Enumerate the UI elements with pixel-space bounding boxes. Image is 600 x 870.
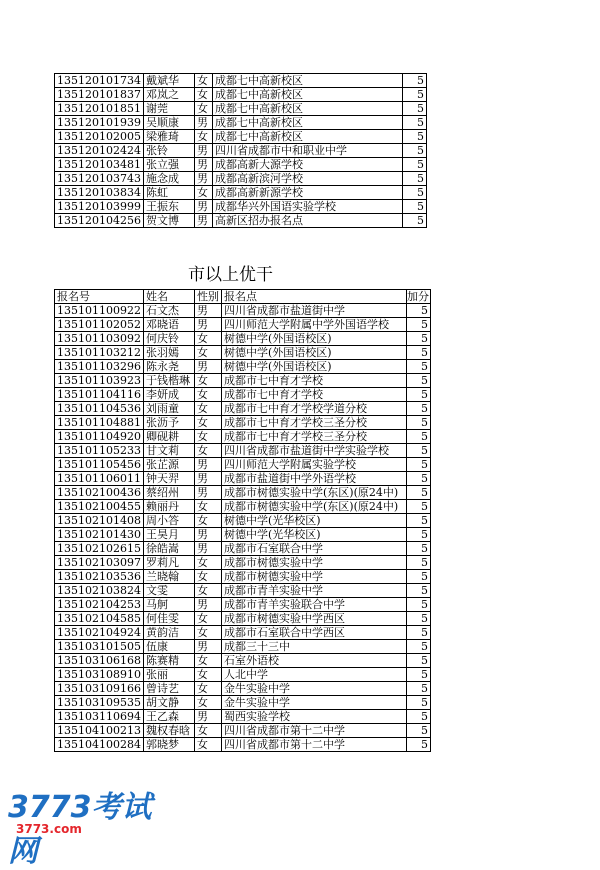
table-row [55,668,431,682]
cell-registration-site: 高新区招办报名点 [212,214,402,228]
table-row [55,584,431,598]
cell-name: 赖丽丹 [143,500,194,514]
cell-reg-number: 135102104924 [55,626,144,640]
table-row [55,402,431,416]
cell-registration-site: 成都七中高新校区 [212,116,402,130]
cell-bonus: 5 [402,158,426,172]
cell-reg-number: 135120103481 [55,158,144,172]
cell-name: 徐皓嵩 [143,542,194,556]
cell-gender: 女 [194,332,221,346]
cell-reg-number: 135120101851 [55,102,144,116]
table-row [55,654,431,668]
cell-bonus: 5 [406,458,430,472]
table-row [55,318,431,332]
cell-bonus: 5 [406,430,430,444]
cell-registration-site: 成都市青羊实验联合中学 [221,598,406,612]
cell-reg-number: 135101103923 [55,374,144,388]
cell-reg-number: 135104100213 [55,724,144,738]
cell-bonus: 5 [406,360,430,374]
cell-reg-number: 135120101734 [55,74,144,88]
cell-name: 于钱楷琳 [143,374,194,388]
cell-registration-site: 成都市七中育才学校学道分校 [221,402,406,416]
cell-reg-number: 135101104116 [55,388,144,402]
cell-reg-number: 135103101505 [55,640,144,654]
cell-gender: 男 [194,542,221,556]
cell-name: 罗莉凡 [143,556,194,570]
cell-name: 钟天羿 [143,472,194,486]
cell-reg-number: 135101102052 [55,318,144,332]
table-row [55,556,431,570]
cell-bonus: 5 [406,612,430,626]
cell-name: 邓晓语 [143,318,194,332]
cell-bonus: 5 [406,654,430,668]
cell-gender: 女 [194,374,221,388]
table-row [55,430,431,444]
cell-reg-number: 135120101939 [55,116,144,130]
cell-bonus: 5 [406,304,430,318]
cell-reg-number: 135101104881 [55,416,144,430]
cell-registration-site: 成都市七中育才学校三圣分校 [221,416,406,430]
cell-bonus: 5 [406,332,430,346]
cell-name: 兰晓翰 [143,570,194,584]
cell-registration-site: 成都市青羊实验中学 [221,584,406,598]
table-row [55,130,427,144]
table-row [55,570,431,584]
cell-name: 梁雅琦 [143,130,194,144]
table-row [55,116,427,130]
cell-registration-site: 成都高新新源学校 [212,186,402,200]
cell-gender: 女 [194,738,221,752]
cell-gender: 男 [194,158,212,172]
cell-name: 周小答 [143,514,194,528]
table-row [55,360,431,374]
cell-name: 邓岚之 [143,88,194,102]
table-row [55,200,427,214]
cell-bonus: 5 [402,116,426,130]
cell-bonus: 5 [406,486,430,500]
cell-bonus: 5 [406,388,430,402]
cell-registration-site: 成都七中高新校区 [212,102,402,116]
cell-gender: 女 [194,556,221,570]
table-row [55,472,431,486]
cell-name: 魏权春晗 [143,724,194,738]
table-row [55,542,431,556]
cell-bonus: 5 [406,682,430,696]
cell-bonus: 5 [402,144,426,158]
cell-gender: 女 [194,74,212,88]
cell-bonus: 5 [406,346,430,360]
brand-url: 3773.com [16,822,82,836]
cell-name: 蔡绍州 [143,486,194,500]
cell-name: 陈赛精 [143,654,194,668]
cell-reg-number: 135102104585 [55,612,144,626]
table-row [55,696,431,710]
cell-reg-number: 135101106011 [55,472,144,486]
cell-name: 黄韵洁 [143,626,194,640]
cell-bonus: 5 [406,556,430,570]
table-row [55,332,431,346]
header-registration-site: 报名点 [221,290,406,304]
cell-registration-site: 树德中学(外国语校区) [221,332,406,346]
cell-name: 石文杰 [143,304,194,318]
cell-reg-number: 135120103834 [55,186,144,200]
cell-registration-site: 人北中学 [221,668,406,682]
table-row [55,374,431,388]
cell-name: 王昊月 [143,528,194,542]
cell-reg-number: 135102102615 [55,542,144,556]
cell-name: 张羽嫣 [143,346,194,360]
table-row [55,102,427,116]
cell-bonus: 5 [402,130,426,144]
cell-reg-number: 135104100284 [55,738,144,752]
cell-registration-site: 成都市石室联合中学西区 [221,626,406,640]
cell-name: 何佳雯 [143,612,194,626]
site-logo-watermark [6,782,176,869]
cell-registration-site: 四川省成都市第十二中学 [221,738,406,752]
cell-bonus: 5 [402,88,426,102]
cell-gender: 男 [194,200,212,214]
cell-reg-number: 135101103296 [55,360,144,374]
cell-name: 刘雨童 [143,402,194,416]
cell-registration-site: 金牛实验中学 [221,682,406,696]
cell-registration-site: 四川省成都市中和职业中学 [212,144,402,158]
cell-gender: 男 [194,318,221,332]
cell-registration-site: 成都市盐道街中学外语学校 [221,472,406,486]
cell-bonus: 5 [406,444,430,458]
cell-gender: 女 [194,416,221,430]
table-row [55,458,431,472]
cell-bonus: 5 [406,542,430,556]
table-row [55,500,431,514]
cell-registration-site: 成都市树德实验中学(东区)(原24中) [221,500,406,514]
cell-gender: 女 [194,668,221,682]
cell-reg-number: 135101105456 [55,458,144,472]
cell-registration-site: 四川省成都市第十二中学 [221,724,406,738]
cell-reg-number: 135102101408 [55,514,144,528]
cell-registration-site: 成都市树德实验中学(东区)(原24中) [221,486,406,500]
cell-gender: 男 [194,640,221,654]
cell-name: 张沥予 [143,416,194,430]
cell-registration-site: 石室外语校 [221,654,406,668]
cell-registration-site: 树德中学(光华校区) [221,514,406,528]
cell-gender: 女 [194,626,221,640]
table-row [55,346,431,360]
cell-registration-site: 蜀西实验学校 [221,710,406,724]
cell-gender: 女 [194,570,221,584]
cell-reg-number: 135120101837 [55,88,144,102]
cell-gender: 男 [194,598,221,612]
cell-bonus: 5 [406,626,430,640]
cell-gender: 女 [194,696,221,710]
cell-registration-site: 四川师范大学附属中学外国语学校 [221,318,406,332]
cell-gender: 女 [194,430,221,444]
table-header-row [55,290,431,304]
cell-registration-site: 成都市七中育才学校 [221,388,406,402]
cell-gender: 女 [194,444,221,458]
cell-reg-number: 135120102424 [55,144,144,158]
cell-reg-number: 135102103097 [55,556,144,570]
header-name: 姓名 [143,290,194,304]
cell-gender: 女 [194,654,221,668]
cell-registration-site: 树德中学(外国语校区) [221,346,406,360]
cell-name: 张铃 [143,144,194,158]
cell-registration-site: 成都高新滨河学校 [212,172,402,186]
table-row [55,626,431,640]
cell-bonus: 5 [406,570,430,584]
cell-registration-site: 成都七中高新校区 [212,88,402,102]
cell-reg-number: 135101104536 [55,402,144,416]
cell-reg-number: 135102103824 [55,584,144,598]
cell-registration-site: 成都市树德实验中学西区 [221,612,406,626]
admission-table-top [54,73,427,228]
cell-name: 吴顺康 [143,116,194,130]
cell-gender: 女 [194,186,212,200]
cell-registration-site: 树德中学(外国语校区) [221,360,406,374]
cell-reg-number: 135102101430 [55,528,144,542]
cell-gender: 女 [194,584,221,598]
cell-reg-number: 135101103212 [55,346,144,360]
cell-gender: 女 [194,88,212,102]
cell-gender: 男 [194,144,212,158]
cell-registration-site: 四川省成都市盐道街中学 [221,304,406,318]
cell-name: 卿砚耕 [143,430,194,444]
cell-gender: 女 [194,388,221,402]
table-row [55,388,431,402]
cell-bonus: 5 [406,710,430,724]
table-row [55,514,431,528]
table-row [55,144,427,158]
cell-registration-site: 成都七中高新校区 [212,74,402,88]
cell-registration-site: 成都七中高新校区 [212,130,402,144]
cell-gender: 男 [194,360,221,374]
table-row [55,738,431,752]
cell-registration-site: 四川师范大学附属实验学校 [221,458,406,472]
cell-bonus: 5 [402,74,426,88]
table-row [55,88,427,102]
cell-name: 伍康 [143,640,194,654]
cell-name: 张芷源 [143,458,194,472]
cell-name: 甘文莉 [143,444,194,458]
header-gender: 性别 [194,290,221,304]
cell-bonus: 5 [406,584,430,598]
header-reg-number: 报名号 [55,290,144,304]
cell-bonus: 5 [406,640,430,654]
brand-text: 3773考试网 [8,790,152,869]
cell-gender: 女 [194,346,221,360]
cell-gender: 女 [194,724,221,738]
cell-gender: 女 [194,682,221,696]
cell-gender: 男 [194,486,221,500]
cell-name: 李妍成 [143,388,194,402]
cell-registration-site: 成都高新大源学校 [212,158,402,172]
cell-reg-number: 135101105233 [55,444,144,458]
cell-bonus: 5 [406,528,430,542]
cell-reg-number: 135101103092 [55,332,144,346]
cell-reg-number: 135101100922 [55,304,144,318]
cell-bonus: 5 [406,668,430,682]
cell-name: 马舸 [143,598,194,612]
cell-registration-site: 成都市树德实验中学 [221,570,406,584]
cell-reg-number: 135102104253 [55,598,144,612]
table-row [55,612,431,626]
cell-registration-site: 成都市石室联合中学 [221,542,406,556]
cell-bonus: 5 [402,172,426,186]
cell-registration-site: 成都市七中育才学校 [221,374,406,388]
cell-reg-number: 135102103536 [55,570,144,584]
cell-gender: 女 [194,612,221,626]
cell-gender: 男 [194,172,212,186]
table-row [55,186,427,200]
cell-name: 戴斌华 [143,74,194,88]
cell-registration-site: 成都三十三中 [221,640,406,654]
cell-registration-site: 树德中学(光华校区) [221,528,406,542]
cell-bonus: 5 [406,416,430,430]
cell-name: 王乙森 [143,710,194,724]
table-row [55,158,427,172]
table-row [55,710,431,724]
cell-bonus: 5 [406,598,430,612]
cell-gender: 女 [194,402,221,416]
cell-bonus: 5 [406,374,430,388]
section-title: 市以上优干 [188,265,273,285]
table-row [55,416,431,430]
cell-reg-number: 135102100455 [55,500,144,514]
admission-table-bonus [54,289,431,752]
cell-reg-number: 135120103999 [55,200,144,214]
cell-reg-number: 135103109166 [55,682,144,696]
cell-registration-site: 金牛实验中学 [221,696,406,710]
cell-gender: 男 [194,458,221,472]
table-row [55,74,427,88]
cell-name: 郭晓梦 [143,738,194,752]
cell-gender: 男 [194,304,221,318]
table-row [55,724,431,738]
cell-bonus: 5 [406,514,430,528]
cell-reg-number: 135120104256 [55,214,144,228]
cell-bonus: 5 [406,472,430,486]
cell-gender: 男 [194,472,221,486]
cell-bonus: 5 [406,318,430,332]
cell-reg-number: 135120102005 [55,130,144,144]
cell-bonus: 5 [406,696,430,710]
cell-bonus: 5 [402,102,426,116]
cell-gender: 女 [194,130,212,144]
cell-gender: 男 [194,710,221,724]
table-row [55,640,431,654]
header-bonus: 加分 [406,290,429,303]
cell-name: 文雯 [143,584,194,598]
cell-name: 陈永尧 [143,360,194,374]
cell-name: 陈虹 [143,186,194,200]
cell-bonus: 5 [406,738,430,752]
cell-registration-site: 成都华兴外国语实验学校 [212,200,402,214]
table-row [55,486,431,500]
cell-reg-number: 135101104920 [55,430,144,444]
cell-name: 王振东 [143,200,194,214]
table-row [55,682,431,696]
cell-name: 曾诗艺 [143,682,194,696]
cell-name: 胡文静 [143,696,194,710]
cell-bonus: 5 [402,214,426,228]
cell-registration-site: 成都市树德实验中学 [221,556,406,570]
cell-gender: 男 [194,528,221,542]
table-row [55,214,427,228]
cell-name: 张立强 [143,158,194,172]
cell-bonus: 5 [406,500,430,514]
cell-name: 何庆铃 [143,332,194,346]
cell-reg-number: 135103110694 [55,710,144,724]
cell-reg-number: 135102100436 [55,486,144,500]
cell-reg-number: 135103109535 [55,696,144,710]
cell-gender: 男 [194,116,212,130]
cell-gender: 女 [194,500,221,514]
cell-registration-site: 四川省成都市盐道街中学实验学校 [221,444,406,458]
cell-registration-site: 成都市七中育才学校三圣分校 [221,430,406,444]
cell-name: 谢莞 [143,102,194,116]
cell-bonus: 5 [402,200,426,214]
cell-gender: 男 [194,214,212,228]
table-row [55,598,431,612]
cell-bonus: 5 [406,402,430,416]
cell-reg-number: 135103108910 [55,668,144,682]
cell-name: 张丽 [143,668,194,682]
cell-name: 施念成 [143,172,194,186]
cell-reg-number: 135103106168 [55,654,144,668]
cell-gender: 女 [194,514,221,528]
cell-reg-number: 135120103743 [55,172,144,186]
cell-name: 贺文博 [143,214,194,228]
cell-gender: 女 [194,102,212,116]
cell-bonus: 5 [406,724,430,738]
table-row [55,528,431,542]
table-row [55,304,431,318]
table-row [55,172,427,186]
table-row [55,444,431,458]
cell-bonus: 5 [402,186,426,200]
